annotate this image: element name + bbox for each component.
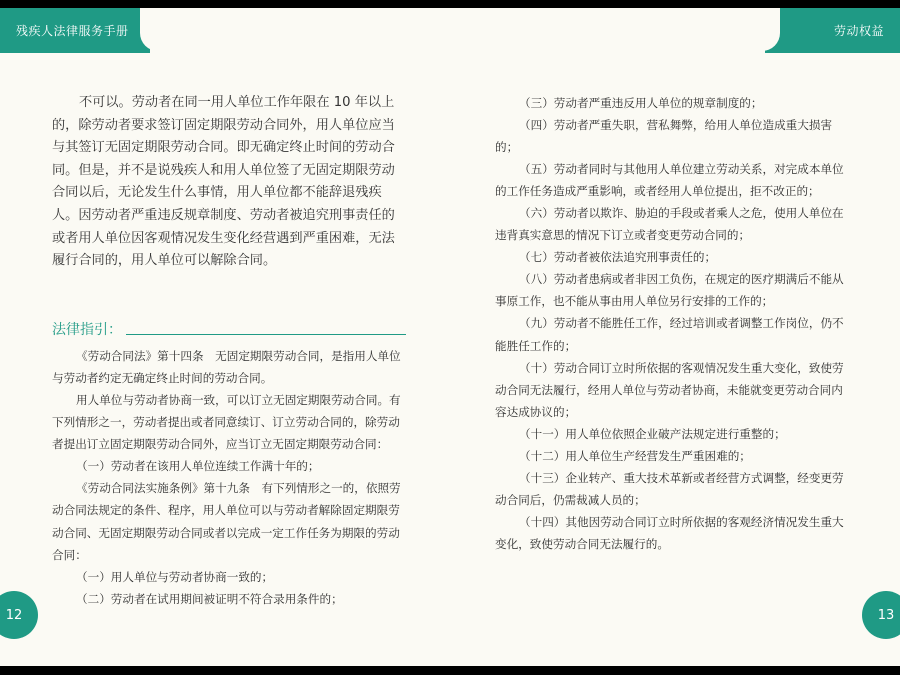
law-paragraph: 《劳动合同法实施条例》第十九条 有下列情形之一的，依照劳动合同法规定的条件、程序，用人单位可以与劳动者解除固定期限劳动合同、无固定期限劳动合同或者以完成一定工作任务为期限的劳动合同： [52,481,401,562]
law-item: （三）劳动者严重违反用人单位的规章制度的； [519,96,763,110]
law-item: （十一）用人单位依照企业破产法规定进行重整的； [519,426,786,441]
law-item: （一）用人单位与劳动者协商一致的； [76,569,274,584]
law-guide-heading [52,315,406,339]
law-item: （九）劳动者不能胜任工作，经过培训或者调整工作岗位，仍不能胜任工作的； [495,316,844,353]
law-item: （十四）其他因劳动合同订立时所依据的客观经济情况发生重大变化，致使劳动合同无法履行的。 [495,514,844,551]
law-item: （六）劳动者以欺诈、胁迫的手段或者乘人之危，使用人单位在违背真实意思的情况下订立或者变更劳动合同的； [495,206,844,243]
law-item: （二）劳动者在试用期间被证明不符合录用条件的； [76,591,343,606]
book-title: 残疾人法律服务手册 [16,24,129,38]
left-page-content [52,92,406,610]
law-item: （五）劳动者同时与其他用人单位建立劳动关系，对完成本单位的工作任务造成严重影响，或者经用人单位提出，拒不改正的； [495,162,844,199]
page-number-right: 13 [862,591,900,639]
header-band-left [0,8,150,53]
law-item: （四）劳动者严重失职，营私舞弊，给用人单位造成重大损害的； [495,118,833,155]
header-band-right [765,8,900,53]
law-item: （十）劳动合同订立时所依据的客观情况发生重大变化，致使劳动合同无法履行，经用人单位与劳动者协商，未能就变更劳动合同内容达成协议的； [495,360,844,419]
chapter-title: 劳动权益 [833,24,884,38]
paper-sheet [0,8,900,666]
law-paragraph: 用人单位与劳动者协商一致，可以订立无固定期限劳动合同。有下列情形之一，劳动者提出或者同意续订、订立劳动合同的，除劳动者提出订立固定期限劳动合同外，应当订立无固定期限劳动合同： [52,392,401,452]
law-item: （十二）用人单位生产经营发生严重困难的； [519,448,751,463]
header-paper-tab [140,8,780,51]
law-item: （七）劳动者被依法追究刑事责任的； [519,250,717,265]
law-item: （十三）企业转产、重大技术革新或者经营方式调整，经变更劳动合同后，仍需裁减人员的； [495,470,844,507]
heading-rule [126,334,406,335]
law-item: （一）劳动者在该用人单位连续工作满十年的； [76,459,320,474]
law-guide-label: 法律指引： [52,321,122,338]
page-number-left: 12 [0,591,38,639]
law-item: （八）劳动者患病或者非因工负伤，在规定的医疗期满后不能从事原工作，也不能从事由用人单位另行安排的工作的； [495,272,844,309]
law-text-left [52,345,406,610]
intro-paragraph: 不可以。劳动者在同一用人单位工作年限在 10 年以上的，除劳动者要求签订固定期限劳动合同外，用人单位应当与其签订无固定期限劳动合同。即无确定终止时间的劳动合同。但是，并不是说残疾人和用人单位签了无固定期限劳动合同以后，无论发生什么事情，用人单位都不能辞退残疾人。因劳动者严重违反规章制度、劳动者被追究刑事责任的或者用人单位因客观情况发生变化经营遇到严重困难，无法履行合同的，用人单位可以解除合同。 [52,95,395,269]
right-page-content [495,92,849,555]
law-paragraph: 《劳动合同法》第十四条 无固定期限劳动合同，是指用人单位与劳动者约定无确定终止时间的劳动合同。 [52,348,401,385]
